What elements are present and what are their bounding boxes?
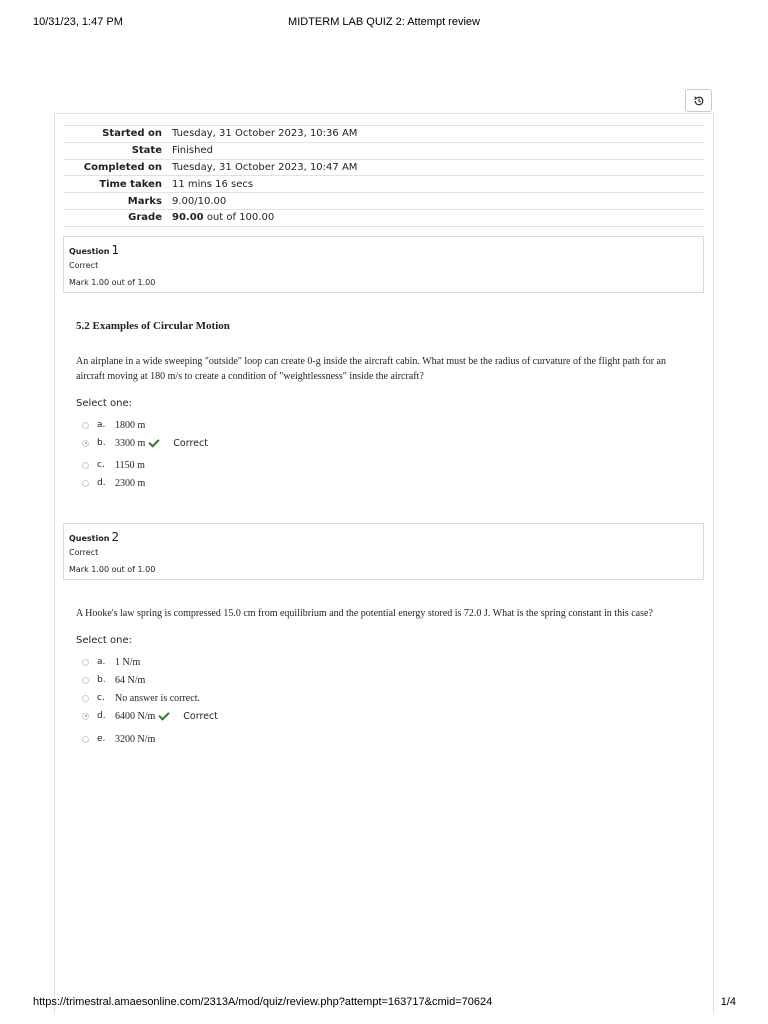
summary-label: Grade: [63, 209, 172, 226]
option-feedback: Correct: [173, 437, 208, 449]
radio-button[interactable]: [82, 695, 89, 702]
question-label: Question: [69, 247, 110, 256]
question-state: Correct: [69, 261, 99, 270]
radio-button[interactable]: [82, 736, 89, 743]
option-letter: a.: [97, 420, 106, 430]
q1-option-d[interactable]: [82, 477, 145, 489]
radio-button[interactable]: [82, 462, 89, 469]
option-text: 64 N/m: [115, 674, 146, 686]
summary-label: Started on: [63, 126, 172, 143]
question-1-section-title: 5.2 Examples of Circular Motion: [76, 320, 230, 332]
q2-option-e[interactable]: [82, 733, 155, 745]
summary-label: Marks: [63, 193, 172, 210]
q2-option-a[interactable]: [82, 656, 140, 668]
history-button[interactable]: [685, 89, 712, 112]
q1-option-b[interactable]: [82, 437, 208, 449]
summary-row-marks: [63, 193, 704, 210]
q1-option-a[interactable]: [82, 419, 145, 431]
attempt-summary-table: [63, 125, 704, 227]
radio-button[interactable]: [82, 659, 89, 666]
summary-value: 11 mins 16 secs: [172, 176, 704, 193]
print-header: [0, 16, 768, 30]
option-letter: d.: [97, 711, 106, 721]
radio-button[interactable]: [82, 480, 89, 487]
grade-out-of: out of 100.00: [203, 212, 275, 224]
question-number: [69, 243, 119, 257]
question-number: [69, 530, 119, 544]
option-letter: e.: [97, 734, 106, 744]
summary-value: [172, 209, 704, 226]
radio-button-selected[interactable]: [82, 713, 89, 720]
summary-row-grade: [63, 209, 704, 226]
history-icon: [693, 95, 705, 107]
summary-value: 9.00/10.00: [172, 193, 704, 210]
summary-label: Time taken: [63, 176, 172, 193]
option-letter: b.: [97, 438, 106, 448]
q2-option-d[interactable]: [82, 710, 218, 722]
summary-row-time-taken: [63, 176, 704, 193]
q2-option-c[interactable]: [82, 692, 200, 704]
option-text: 2300 m: [115, 477, 146, 489]
checkmark-icon: [159, 709, 170, 720]
summary-label: State: [63, 142, 172, 159]
summary-value: Tuesday, 31 October 2023, 10:36 AM: [172, 126, 704, 143]
option-letter: d.: [97, 478, 106, 488]
print-page-number: 1/4: [720, 996, 736, 1008]
summary-row-started: [63, 126, 704, 143]
question-1-info: [63, 236, 704, 293]
summary-row-state: [63, 142, 704, 159]
question-1-prompt: Select one:: [76, 398, 133, 409]
option-text: 3300 m: [115, 437, 146, 449]
option-feedback: Correct: [183, 710, 218, 722]
question-2-info: [63, 523, 704, 580]
question-mark: Mark 1.00 out of 1.00: [69, 278, 156, 287]
question-label: Question: [69, 534, 110, 543]
summary-value: Finished: [172, 142, 704, 159]
print-datetime: 10/31/23, 1:47 PM: [33, 16, 123, 28]
summary-label: Completed on: [63, 159, 172, 176]
option-text: 1800 m: [115, 419, 146, 431]
question-2-text: A Hooke's law spring is compressed 15.0 cm from equilibrium and the potential energy stored is 72.0 J. What is the spring constant in this case?: [76, 608, 653, 619]
grade-value: 90.00: [172, 212, 204, 224]
option-text: 6400 N/m: [115, 710, 156, 722]
summary-row-completed: [63, 159, 704, 176]
summary-value: Tuesday, 31 October 2023, 10:47 AM: [172, 159, 704, 176]
question-state: Correct: [69, 548, 99, 557]
print-footer: [0, 996, 768, 1010]
option-letter: c.: [97, 693, 105, 703]
q2-option-b[interactable]: [82, 674, 145, 686]
option-text: 3200 N/m: [115, 733, 156, 745]
radio-button[interactable]: [82, 422, 89, 429]
radio-button-selected[interactable]: [82, 440, 89, 447]
question-mark: Mark 1.00 out of 1.00: [69, 565, 156, 574]
option-text: 1 N/m: [115, 656, 141, 668]
print-url: https://trimestral.amaesonline.com/2313A/mod/quiz/review.php?attempt=163717&cmid=70624: [33, 996, 493, 1008]
option-text: No answer is correct.: [115, 692, 200, 704]
option-letter: b.: [97, 675, 106, 685]
question-number-value: 1: [111, 243, 120, 257]
option-letter: a.: [97, 657, 106, 667]
question-2-prompt: Select one:: [76, 635, 133, 646]
radio-button[interactable]: [82, 677, 89, 684]
checkmark-icon: [149, 436, 160, 447]
q1-option-c[interactable]: [82, 459, 145, 471]
option-text: 1150 m: [115, 459, 145, 471]
question-number-value: 2: [111, 530, 120, 544]
print-title: MIDTERM LAB QUIZ 2: Attempt review: [288, 16, 480, 28]
question-1-text: An airplane in a wide sweeping "outside" loop can create 0-g inside the aircraft cabin. What must be the radius of curvature of the flight path for an aircraft moving at 180 m/s to create a condition of "weightlessness" inside the aircraft?: [76, 356, 666, 382]
option-letter: c.: [97, 460, 105, 470]
